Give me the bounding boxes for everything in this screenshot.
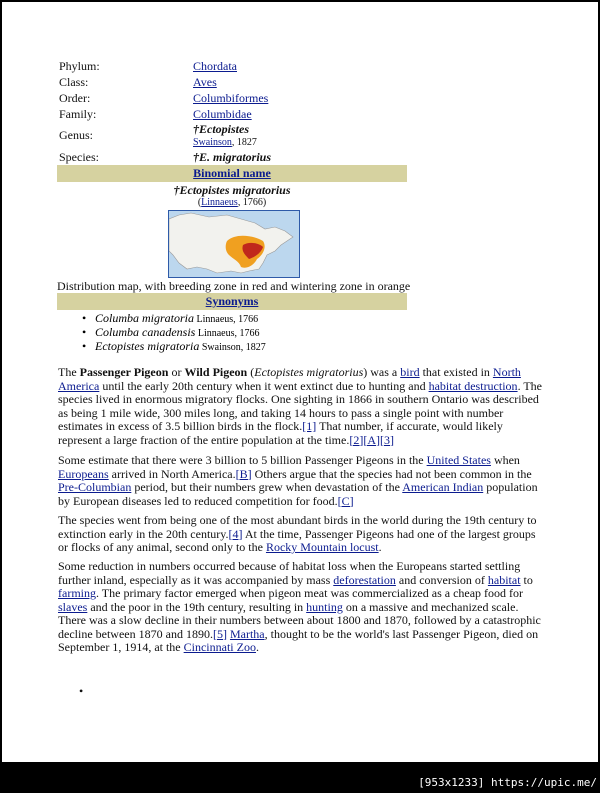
link-cincinnati-zoo[interactable]: Cincinnati Zoo bbox=[183, 640, 256, 654]
binomial-header bbox=[57, 165, 407, 182]
text: Others argue that the species had not been common in the bbox=[251, 466, 532, 481]
text: until the early 20th century when it went extinct due to hunting and bbox=[99, 378, 429, 393]
text: on a massive and mechanized scale. There was a slow decline in their numbers between about 1800 and 1870, followed by a catastrophic decline between 1870 and 1890. bbox=[58, 599, 541, 641]
text: , thought to be the world's last Passenger Pigeon, died on September 1, 1914, at the bbox=[58, 626, 539, 654]
binomial-paren: ( bbox=[197, 197, 202, 208]
text: when bbox=[490, 453, 520, 467]
text: At the time, Passenger Pigeons had one of the largest groups or flocks of any animal, second only to the bbox=[58, 526, 536, 554]
ref-5[interactable]: [5] bbox=[212, 626, 227, 641]
link-rocky-mountain-locust[interactable]: Rocky Mountain locust bbox=[265, 540, 379, 554]
link-habitat[interactable]: habitat bbox=[487, 572, 521, 587]
link-europeans[interactable]: Europeans bbox=[58, 466, 109, 481]
paragraph-decline bbox=[58, 560, 544, 655]
binomial-name: †Ectopistes migratorius bbox=[173, 183, 291, 197]
text: that existed in bbox=[419, 365, 493, 379]
paragraph-abundance bbox=[58, 514, 544, 555]
ref-c[interactable]: [C] bbox=[337, 493, 354, 508]
synonym-author: Linnaeus, 1766 bbox=[194, 314, 259, 325]
watermark: [953x1233] https://upic.me/ bbox=[418, 776, 597, 789]
text: or bbox=[168, 365, 185, 379]
link-bird[interactable]: bird bbox=[400, 365, 420, 379]
text: population by European diseases led to reduced competition for food. bbox=[58, 480, 538, 508]
empty-list-bullet: • bbox=[79, 684, 84, 698]
link-slaves[interactable]: slaves bbox=[58, 599, 88, 614]
ref-1[interactable]: [1] bbox=[302, 419, 317, 433]
class-link[interactable]: Aves bbox=[193, 75, 217, 89]
text: ) was a bbox=[363, 365, 401, 379]
link-north-america[interactable]: North America bbox=[58, 365, 521, 393]
species-name: †E. migratorius bbox=[193, 150, 272, 164]
binomial-name-link[interactable]: Binomial name bbox=[193, 166, 271, 180]
text: . bbox=[255, 640, 259, 654]
phylum-link[interactable]: Chordata bbox=[193, 59, 237, 73]
ref-4[interactable]: [4] bbox=[228, 526, 243, 541]
text: The bbox=[58, 365, 80, 379]
family-label: Family: bbox=[59, 107, 97, 121]
binomial-author-link[interactable]: Linnaeus bbox=[201, 197, 238, 208]
link-habitat-destruction[interactable]: habitat destruction bbox=[428, 378, 518, 393]
link-american-indian[interactable]: American Indian bbox=[402, 480, 484, 494]
text: Some reduction in numbers occurred because of habitat loss when the Europeans started settling further inland, especially as it was accompanied by mass bbox=[58, 559, 521, 587]
synonym-name: Ectopistes migratoria bbox=[95, 339, 200, 353]
genus-year: , 1827 bbox=[231, 137, 257, 148]
link-farming[interactable]: farming bbox=[58, 586, 96, 600]
text: arrived in North America. bbox=[108, 466, 236, 481]
synonym-name: Columba migratoria bbox=[95, 311, 195, 325]
paragraph-intro bbox=[58, 366, 544, 447]
synonyms-link[interactable]: Synonyms bbox=[205, 294, 259, 308]
ref-a[interactable]: [A] bbox=[363, 432, 380, 447]
text: That number, if accurate, would likely represent a large fraction of the entire population at the time. bbox=[58, 419, 503, 447]
text: . bbox=[378, 540, 382, 554]
link-united-states[interactable]: United States bbox=[426, 453, 491, 467]
text: to bbox=[520, 572, 533, 587]
bullet-icon: • bbox=[82, 339, 87, 353]
link-martha[interactable]: Martha bbox=[229, 626, 265, 641]
genus-label: Genus: bbox=[59, 128, 93, 142]
text: period, but their numbers grew when devastation of the bbox=[131, 480, 403, 494]
text: The species went from being one of the most abundant birds in the world during the 19th century to extinction early in the 20th century. bbox=[58, 513, 537, 541]
text: Some estimate that there were 3 billion to 5 billion Passenger Pigeons in the bbox=[58, 453, 427, 467]
genus-author-link[interactable]: Swainson bbox=[193, 137, 232, 148]
synonym-item bbox=[82, 339, 266, 355]
ref-b[interactable]: [B] bbox=[235, 466, 252, 481]
ref-3[interactable]: [3] bbox=[380, 432, 394, 447]
synonym-author: Linnaeus, 1766 bbox=[195, 328, 260, 339]
page bbox=[2, 2, 598, 762]
synonym-name: Columba canadensis bbox=[95, 325, 196, 339]
order-label: Order: bbox=[59, 91, 91, 105]
paragraph-population bbox=[58, 454, 544, 508]
class-label: Class: bbox=[59, 75, 89, 89]
species-label: Species: bbox=[59, 150, 99, 164]
distribution-map[interactable] bbox=[168, 210, 300, 278]
bullet-icon: • bbox=[82, 311, 87, 325]
text: and the poor in the 19th century, resulting in bbox=[87, 599, 307, 614]
phylum-label: Phylum: bbox=[59, 59, 100, 73]
bold-term: Wild Pigeon bbox=[184, 365, 248, 379]
text: and conversion of bbox=[395, 572, 488, 587]
synonym-author: Swainson, 1827 bbox=[199, 342, 266, 353]
bold-term: Passenger Pigeon bbox=[79, 365, 169, 379]
genus-authority bbox=[193, 136, 257, 150]
family-link[interactable]: Columbidae bbox=[193, 107, 252, 121]
distribution-map-graphic bbox=[169, 211, 299, 277]
link-pre-columbian[interactable]: Pre-Columbian bbox=[58, 480, 132, 494]
map-caption: Distribution map, with breeding zone in red and wintering zone in orange bbox=[57, 279, 411, 293]
link-deforestation[interactable]: deforestation bbox=[333, 572, 396, 587]
genus-name: †Ectopistes bbox=[193, 122, 249, 136]
text: ( bbox=[247, 365, 255, 379]
binomial-year: , 1766) bbox=[237, 197, 267, 208]
bullet-icon: • bbox=[82, 325, 87, 339]
synonyms-header bbox=[57, 293, 407, 310]
binomial-authority bbox=[57, 196, 407, 210]
text: . The species lived in enormous migratory flocks. One sighting in 1866 in southern Ontario was described as being 1 mile wide, 300 miles long, and taking 14 hours to pass a single point with number estimates in excess of 3.5 billion birds in the flock. bbox=[58, 378, 543, 433]
order-link[interactable]: Columbiformes bbox=[193, 91, 269, 105]
link-hunting[interactable]: hunting bbox=[306, 599, 343, 614]
italic-term: Ectopistes migratorius bbox=[254, 365, 364, 379]
text: . The primary factor emerged when pigeon meat was commercialized as a cheap food for bbox=[96, 586, 524, 600]
ref-2[interactable]: [2] bbox=[349, 432, 364, 447]
